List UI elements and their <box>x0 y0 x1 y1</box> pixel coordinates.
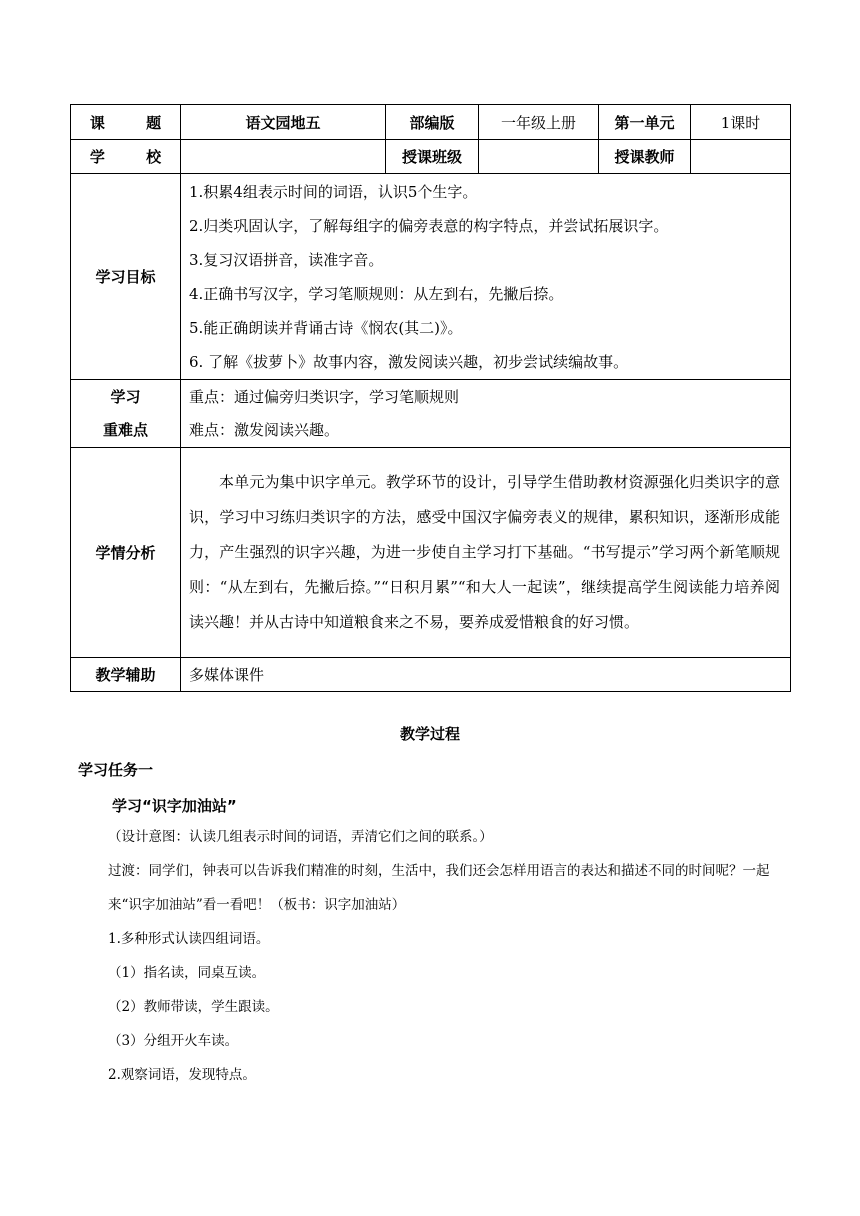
class-value <box>479 140 599 174</box>
task-subheading: 学习“识字加油站” <box>112 797 237 815</box>
process-title: 教学过程 <box>399 725 460 743</box>
hours-cell: 1课时 <box>691 105 791 140</box>
edition-cell: 部编版 <box>386 105 479 140</box>
table-row-difficulty <box>71 380 791 448</box>
goal-item: 6. 了解《拔萝卜》故事内容，激发阅读兴趣，初步尝试续编故事。 <box>189 352 629 371</box>
hard-point: 难点：激发阅读兴趣。 <box>189 420 340 439</box>
table-row-school <box>71 140 791 174</box>
table-row-analysis <box>71 448 791 658</box>
step-1a: （1）指名读，同桌互读。 <box>108 965 266 981</box>
goal-item: 2.归类巩固认字，了解每组字的偏旁表意的构字特点，并尝试拓展识字。 <box>189 216 669 235</box>
process-body <box>108 820 788 1092</box>
key-point: 重点：通过偏旁归类识字，学习笔顺规则 <box>189 387 460 406</box>
design-intent: （设计意图：认读几组表示时间的词语，弄清它们之间的联系。） <box>108 829 493 845</box>
aid-value: 多媒体课件 <box>181 658 791 692</box>
school-label: 学 校 <box>71 140 181 174</box>
teacher-label: 授课教师 <box>599 140 691 174</box>
step-1b: （2）教师带读，学生跟读。 <box>108 999 279 1015</box>
grade-cell: 一年级上册 <box>479 105 599 140</box>
table-row-aid <box>71 658 791 692</box>
school-value <box>181 140 386 174</box>
goals-list <box>181 174 791 380</box>
goals-label: 学习目标 <box>71 174 181 380</box>
unit-cell: 第一单元 <box>599 105 691 140</box>
difficulty-label: 学习 重难点 <box>71 380 181 448</box>
table-row-topic <box>71 105 791 140</box>
task-heading: 学习任务一 <box>78 761 154 779</box>
teacher-value <box>691 140 791 174</box>
aid-label: 教学辅助 <box>71 658 181 692</box>
table-row-goals <box>71 174 791 380</box>
lesson-info-table <box>70 104 791 692</box>
topic-label: 课 题 <box>71 105 181 140</box>
step-2: 2.观察词语，发现特点。 <box>108 1067 256 1083</box>
goal-item: 1.积累4组表示时间的词语，认识5个生字。 <box>189 182 478 201</box>
goal-item: 3.复习汉语拼音，读准字音。 <box>189 250 384 269</box>
goal-item: 5.能正确朗读并背诵古诗《悯农(其二)》。 <box>189 318 463 337</box>
transition-text: 过渡：同学们，钟表可以告诉我们精准的时刻，生活中，我们还会怎样用语言的表达和描述不同的时间呢？一起来“识字加油站”看一看吧！（板书：识字加油站） <box>108 863 770 913</box>
analysis-paragraph: 本单元为集中识字单元。教学环节的设计，引导学生借助教材资源强化归类识字的意识，学习中习练归类识字的方法，感受中国汉字偏旁表义的规律，累积知识，逐渐形成能力，产生强烈的识字兴趣，为进一步使自主学习打下基础。“书写提示”学习两个新笔顺规则：“从左到右，先撇后捺。”“日积月累”“和大人一起读”，继续提高学生阅读能力培养阅读兴趣！并从古诗中知道粮食来之不易，要养成爱惜粮食的好习惯。 <box>189 473 780 631</box>
topic-value: 语文园地五 <box>181 105 386 140</box>
analysis-label: 学情分析 <box>71 448 181 658</box>
difficulty-content <box>181 380 791 448</box>
class-label: 授课班级 <box>386 140 479 174</box>
analysis-content <box>181 448 791 658</box>
step-1: 1.多种形式认读四组词语。 <box>108 931 270 947</box>
step-1c: （3）分组开火车读。 <box>108 1033 239 1049</box>
goal-item: 4.正确书写汉字，学习笔顺规则：从左到右，先撇后捺。 <box>189 284 564 303</box>
